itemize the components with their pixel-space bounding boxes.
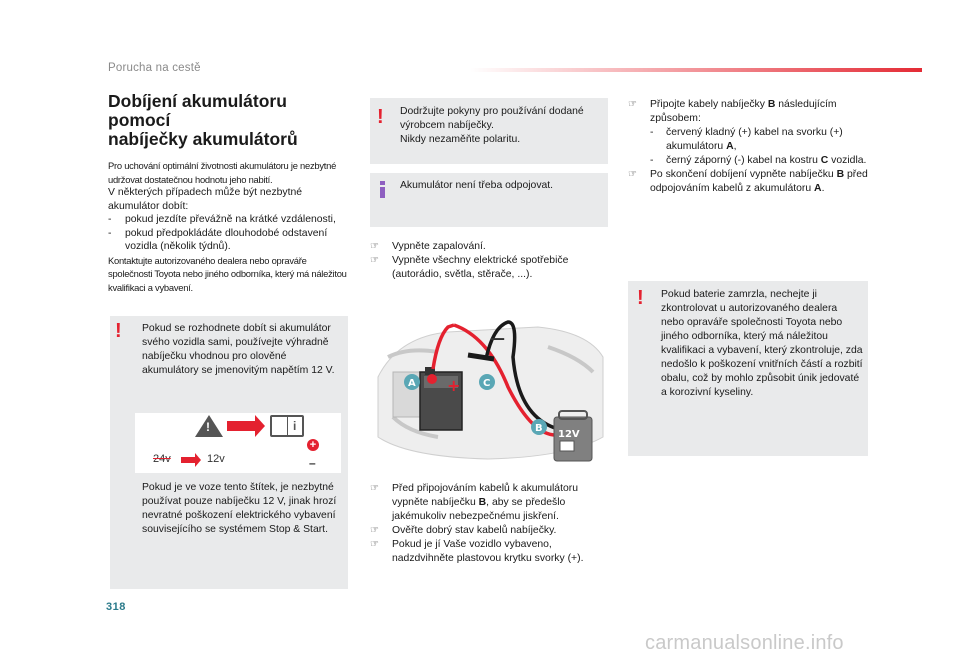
list-item: - pokud jezdíte převážně na krátké vzdálenosti, <box>108 213 348 227</box>
page-number: 318 <box>106 601 126 613</box>
plus-sign: + <box>447 376 461 395</box>
title-line-1: Dobíjení akumulátoru pomocí <box>108 91 287 130</box>
label-12v: 12v <box>207 453 225 465</box>
warning-line: Nikdy nezaměňte polaritu. <box>400 134 521 145</box>
warning-text <box>400 105 605 147</box>
contact-paragraph: Kontaktujte autorizovaného dealera nebo opraváře společnosti Toyota nebo jiného odborníka, který má náležitou kvalifikaci a vybavení. <box>108 254 347 293</box>
charger-b <box>554 411 592 461</box>
connection-sub-list <box>650 126 878 168</box>
left-column <box>108 92 348 294</box>
sub-list-item: - červený kladný (+) kabel na svorku (+) akumulátoru A, <box>650 126 878 154</box>
warning-icon: ! <box>115 320 122 342</box>
label-a: A <box>408 378 416 389</box>
info-text: Akumulátor není třeba odpojovat. <box>400 180 554 191</box>
list-item: ☞ Po skončení dobíjení vypněte nabíječku B před odpojováním kabelů z akumulátoru A. <box>628 168 878 196</box>
title-line-2: nabíječky akumulátorů <box>108 129 298 149</box>
label-c: C <box>483 378 491 389</box>
warning-text: Pokud se rozhodnete dobít si akumulátor svého vozidla sami, používejte výhradně nabíječku vhodnou pro olověné akumulátory se jmenovitým napětím 12 V. <box>142 323 335 376</box>
list-item: ☞ Připojte kabely nabíječky B následujícím způsobem: - červený kladný (+) kabel na svorku (+) akumulátoru A, - černý záporný (-) kabel na kostru C vozidla. <box>628 98 878 168</box>
voltage-warning-label <box>135 413 341 473</box>
warning-line: Dodržujte pokyny pro používání dodané výrobcem nabíječky. <box>400 106 584 131</box>
manual-book-icon <box>270 415 304 437</box>
connection-steps-list <box>628 98 878 196</box>
label-24v: 24v <box>153 453 171 465</box>
reasons-list <box>108 213 348 254</box>
list-item: ☞ Vypněte zapalování. <box>370 240 608 254</box>
warning-label-text: Pokud je ve voze tento štítek, je nezbytné používat pouze nabíječku 12 V, jinak hrozí nevratné poškození elektrického vybavení souvisejícího se systémem Stop & Start. <box>142 482 337 535</box>
section-header: Porucha na cestě <box>108 62 201 74</box>
minus-terminal-icon: – <box>309 456 316 470</box>
watermark: carmanualsonline.info <box>645 632 844 654</box>
warning-box-polarity <box>370 98 608 164</box>
intro-paragraph: Pro uchování optimální životnosti akumulátoru je nezbytné udržovat dostatečnou hodnotu jeho nabití. <box>108 160 337 185</box>
info-icon <box>380 181 385 198</box>
warning-box-frozen-battery <box>628 281 868 456</box>
list-item: ☞ Vypněte všechny elektrické spotřebiče (autorádio, světla, stěrače, ...). <box>370 254 608 282</box>
list-item: ☞ Před připojováním kabelů k akumulátoru vypněte nabíječku B, aby se předešlo jakémukoliv nebezpečnému jiskření. <box>370 482 608 524</box>
list-item: - pokud předpokládáte dlouhodobé odstavení vozidla (několik týdnů). <box>108 227 348 254</box>
steps-list-top <box>370 240 608 282</box>
header-accent-bar <box>470 68 922 72</box>
exclamation-icon: ! <box>206 420 210 434</box>
lead-paragraph: V některých případech může být nezbytné akumulátor dobít: <box>108 187 303 212</box>
steps-list-bottom <box>370 482 608 566</box>
label-b: B <box>535 423 543 434</box>
info-box-no-disconnect <box>370 173 608 227</box>
charger-voltage-label: 12V <box>558 429 580 440</box>
warning-icon: ! <box>637 287 644 309</box>
warning-text: Pokud baterie zamrzla, nechejte ji zkontrolovat u autorizovaného dealera nebo opraváře společnosti Toyota nebo jiného odborníka, který má náležitou kvalifikaci a vybavení, který zkontroluje, zda nedošlo k poškození vnitřních částí a rozbití obalu, což by mohlo způsobit únik jedovaté a korozivní kyseliny. <box>661 289 863 398</box>
list-item: ☞ Ověřte dobrý stav kabelů nabíječky. <box>370 524 608 538</box>
battery-charging-illustration <box>368 317 608 464</box>
arrow-right-icon <box>227 421 255 431</box>
minus-sign: — <box>490 329 505 347</box>
plus-terminal-icon: + <box>307 439 319 451</box>
page-title <box>108 92 348 149</box>
warning-icon: ! <box>377 106 384 128</box>
arrow-right-icon <box>181 457 195 463</box>
sub-list-item: - černý záporný (-) kabel na kostru C vozidla. <box>650 154 878 168</box>
info-letter: i <box>293 419 297 433</box>
list-item: ☞ Pokud je jí Vaše vozidlo vybaveno, nadzdvihněte plastovou krytku svorky (+). <box>370 538 608 566</box>
